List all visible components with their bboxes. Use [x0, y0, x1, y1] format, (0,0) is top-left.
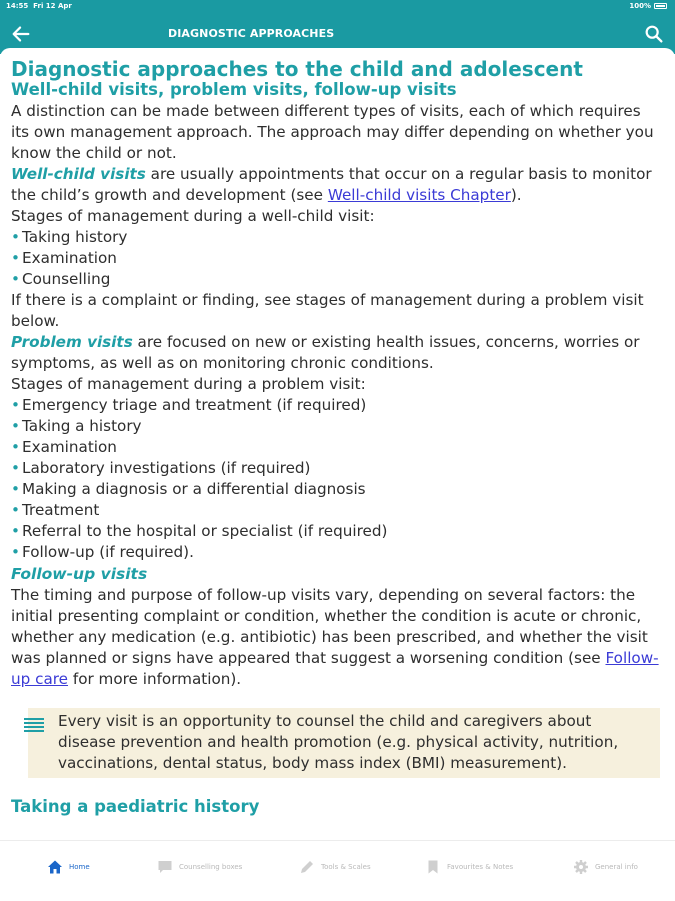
list-item: • Counselling [11, 269, 661, 290]
tab-label: General info [595, 863, 638, 871]
next-section-heading: Taking a paediatric history [11, 797, 260, 816]
article-title: Diagnostic approaches to the child and adolescent [11, 57, 583, 81]
tab-label: Favourites & Notes [447, 863, 514, 871]
well-child-chapter-link[interactable]: Well-child visits Chapter [327, 186, 511, 204]
list-item: • Examination [11, 248, 661, 269]
list-item: • Examination [11, 437, 661, 458]
chat-icon [157, 859, 173, 875]
well-child-stages-heading: Stages of management during a well-child visit: [11, 207, 375, 225]
list-item: • Treatment [11, 500, 661, 521]
list-item: • Emergency triage and treatment (if required) [11, 395, 661, 416]
follow-up-heading: Follow-up visits [11, 565, 148, 583]
follow-up-care-link[interactable]: Follow-up care [11, 649, 659, 688]
battery-label: 100% [629, 2, 651, 10]
tab-label: Tools & Scales [321, 863, 371, 871]
counselling-note [28, 708, 660, 778]
list-item: • Laboratory investigations (if required) [11, 458, 661, 479]
well-child-term: Well-child visits [11, 165, 146, 183]
intro-paragraph: A distinction can be made between different types of visits, each of which requires its own management approach. The approach may differ depending on whether you know the child or not. [11, 102, 654, 162]
tab-home[interactable] [47, 859, 90, 875]
tab-counselling-boxes[interactable] [157, 859, 242, 875]
list-item: • Taking a history [11, 416, 661, 437]
status-bar [0, 0, 675, 14]
home-icon [47, 859, 63, 875]
problem-stages-list [11, 395, 661, 563]
tab-tools-scales[interactable] [299, 859, 371, 875]
problem-paragraph: Problem visits are focused on new or existing health issues, concerns, worries or symptoms, as well as on monitoring chronic conditions. [11, 333, 640, 372]
content-sheet[interactable] [0, 48, 675, 840]
pencil-icon [299, 859, 315, 875]
problem-term: Problem visits [11, 333, 133, 351]
search-icon[interactable] [643, 23, 665, 45]
follow-up-paragraph: The timing and purpose of follow-up visits vary, depending on several factors: the initial presenting complaint or condition, whether the condition is acute or chronic, whether any medication (e.g. antibiotic) has been prescribed, and whether the visit was planned or signs have appeared that suggest a worsening condition (see Follow-up care for more information). [11, 586, 659, 688]
tab-favourites-notes[interactable] [425, 859, 513, 875]
status-time: 14:55 Fri 12 Apr [6, 2, 72, 10]
list-item: • Referral to the hospital or specialist (if required) [11, 521, 661, 542]
battery-icon [654, 3, 667, 9]
problem-stages-heading: Stages of management during a problem visit: [11, 375, 366, 393]
article [11, 57, 661, 816]
note-text: Every visit is an opportunity to counsel the child and caregivers about disease prevention and health promotion (e.g. physical activity, nutrition, vaccinations, dental status, body mass index (BMI) measurement). [58, 712, 619, 772]
article-subtitle: Well-child visits, problem visits, follow-up visits [11, 80, 457, 99]
battery-status [629, 2, 667, 10]
list-item: • Follow-up (if required). [11, 542, 661, 563]
page-title: DIAGNOSTIC APPROACHES [168, 27, 335, 40]
bookmark-icon [425, 859, 441, 875]
tab-label: Home [69, 863, 90, 871]
bottom-tab-bar [0, 840, 675, 901]
tab-general-info[interactable] [573, 859, 638, 875]
well-child-paragraph: Well-child visits are usually appointments that occur on a regular basis to monitor the child’s growth and development (see Well-child visits Chapter). [11, 165, 652, 204]
list-item: • Taking history [11, 227, 661, 248]
gear-icon [573, 859, 589, 875]
well-child-after-stages: If there is a complaint or finding, see stages of management during a problem visit below. [11, 291, 644, 330]
well-child-stages-list [11, 227, 661, 290]
note-lines-icon [23, 717, 45, 733]
back-arrow-icon[interactable] [10, 23, 32, 45]
tab-label: Counselling boxes [179, 863, 243, 871]
list-item: • Making a diagnosis or a differential diagnosis [11, 479, 661, 500]
